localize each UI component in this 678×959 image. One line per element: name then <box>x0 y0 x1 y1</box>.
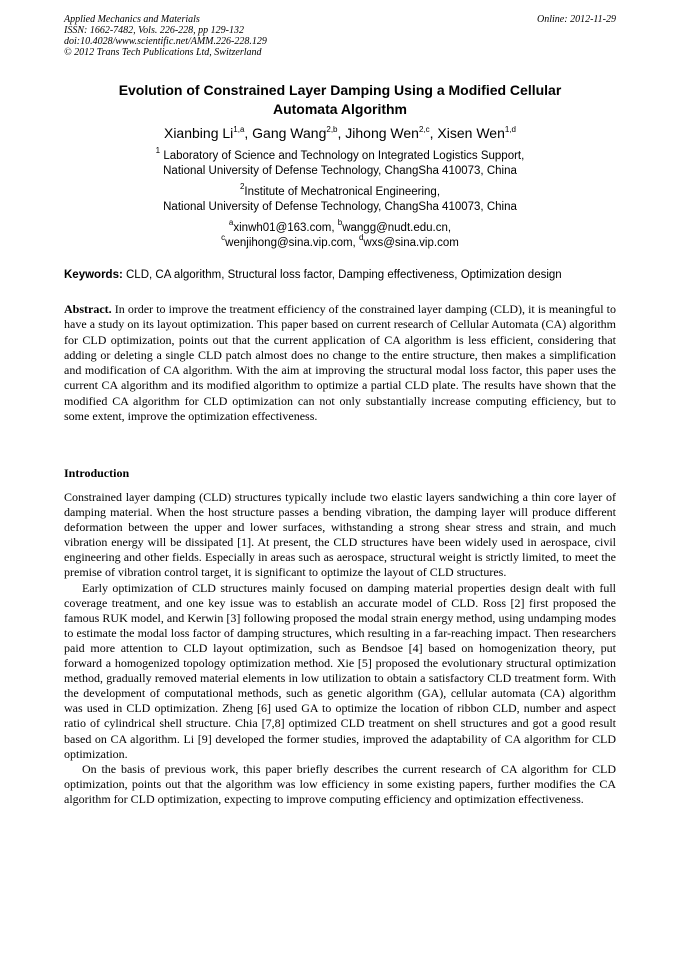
affiliation-line: Institute of Mechatronical Engineering, <box>244 186 441 198</box>
affiliation-marker: 2 <box>239 182 245 191</box>
email-marker: c <box>221 233 226 242</box>
author-superscript: 1,a <box>233 125 245 134</box>
copyright-line: © 2012 Trans Tech Publications Ltd, Switzerland <box>64 47 262 58</box>
email-marker: a <box>228 218 234 227</box>
author-name: Xianbing Li <box>163 125 234 141</box>
author-superscript: 2,b <box>326 125 338 134</box>
affiliation-line: National University of Defense Technology, ChangSha 410073, China <box>163 165 517 177</box>
email-address: wangg@nudt.edu.cn, <box>342 222 452 234</box>
affiliation-1 <box>64 146 616 179</box>
keywords-label: Keywords: <box>64 269 123 281</box>
author-name: Xisen Wen <box>437 125 505 141</box>
journal-header <box>64 14 616 58</box>
affiliation-2 <box>64 182 616 215</box>
affiliation-marker: 1 <box>155 146 161 155</box>
affiliation-line: Laboratory of Science and Technology on Integrated Logistics Support, <box>160 150 525 162</box>
email-address: xinwh01@163.com, <box>233 222 338 234</box>
keywords-text: CLD, CA algorithm, Structural loss factor, Damping effectiveness, Optimization design <box>122 269 562 281</box>
author-emails <box>64 218 616 251</box>
journal-name: Applied Mechanics and Materials <box>64 14 200 25</box>
email-marker: b <box>337 218 343 227</box>
abstract-text: In order to improve the treatment efficiency of the constrained layer damping (CLD), it is meaningful to have a study on its layout optimization. This paper based on current research of Cellular Automata (CA) algorithm for CLD optimization, points out that the current application of CA algorithm is less efficient, considering that adding or deleting a single CLD patch almost does no change to the entire structure, then makes a simplification and modification of CA algorithm. With the aim at improving the structural modal loss factor, this paper uses the current CA algorithm and its modified algorithm to optimize a partial CLD plate. The results have shown that the modified CA algorithm for CLD optimization can not only substantially increase computing efficiency, but to some extent, improve the optimization effectiveness. <box>64 302 616 424</box>
doi-line: doi:10.4028/www.scientific.net/AMM.226-228.129 <box>64 36 267 47</box>
introduction-body <box>64 490 616 807</box>
title-line-1: Evolution of Constrained Layer Damping Using a Modified Cellular <box>118 82 562 98</box>
author-superscript: 2,c <box>418 125 430 134</box>
email-address: wxs@sina.vip.com <box>363 237 459 249</box>
author-superscript: 1,d <box>504 125 516 134</box>
abstract-label: Abstract. <box>64 302 112 316</box>
keywords-line <box>64 268 624 283</box>
online-date: Online: 2012-11-29 <box>537 14 616 25</box>
abstract <box>64 302 616 424</box>
email-address: wenjihong@sina.vip.com, <box>225 237 359 249</box>
author-list: Xianbing Li$^{1,a}$, Gang Wang$^{2,b}$, Jihong Wen$^{2,c}$, Xisen Wen$^{1,d}$ <box>163 125 516 141</box>
author-name: Gang Wang <box>252 125 327 141</box>
body-paragraph: On the basis of previous work, this paper briefly describes the current research of CA algorithm for CLD optimization, points out that the algorithm was low efficiency in some existing papers, further modifies the CA algorithm for CLD optimization, expecting to improve computing efficiency and optimization effectiveness. <box>64 761 616 806</box>
email-marker: d <box>358 233 364 242</box>
issn-line: ISSN: 1662-7482, Vols. 226-228, pp 129-132 <box>64 25 244 36</box>
body-paragraph: Early optimization of CLD structures mainly focused on damping material properties design dealt with full coverage treatment, and one key issue was to establish an accurate model of CLD. Ross [2] first proposed the famous RUK model, and Kerwin [3] following proposed the modal strain energy method, using undamping modes to estimate the modal loss factor of damping structures, which resulting in a far-reaching impact. Then researchers paid more attention to CLD layout optimization, such as Bendsoe [4] based on homogenization theory, put forward a homogenized topology optimization method. Xie [5] proposed the evolutionary structural optimization method, gradually removed material elements in low utilization to obtain a satisfactory CLD treatment form. With the development of computational methods, such as genetic algorithm (GA), cellular automata (CA) algorithm was used in CLD optimization. Zheng [6] used GA to optimize the location of ribbon CLD, number and aspect ratio of cylindrical shell structure. Chia [7,8] optimized CLD treatment on shell structures and got a good result based on CA algorithm. Li [9] developed the former studies, improved the adaptability of CA algorithm for CLD optimization. <box>64 580 616 761</box>
author-name: Jihong Wen <box>345 125 419 141</box>
paper-title <box>64 81 616 119</box>
body-paragraph: Constrained layer damping (CLD) structures typically include two elastic layers sandwiching a thin core layer of damping material. When the host structure passes a bending vibration, the damping layer will produce different deformation between the upper and lower surfaces, withstanding a strong shear stress and strain, and much vibration energy will be dissipated [1]. At present, the CLD structures have been widely used in aerospace, civil engineering and other fields. Especially in areas such as aerospace, structural weight is strictly limited, to meet the premise of vibration control target, it is significant to optimize the layout of CLD structures. <box>64 490 616 580</box>
affiliation-line: National University of Defense Technology, ChangSha 410073, China <box>163 201 517 213</box>
title-line-2: Automata Algorithm <box>272 101 408 117</box>
section-heading: Introduction <box>64 466 130 480</box>
